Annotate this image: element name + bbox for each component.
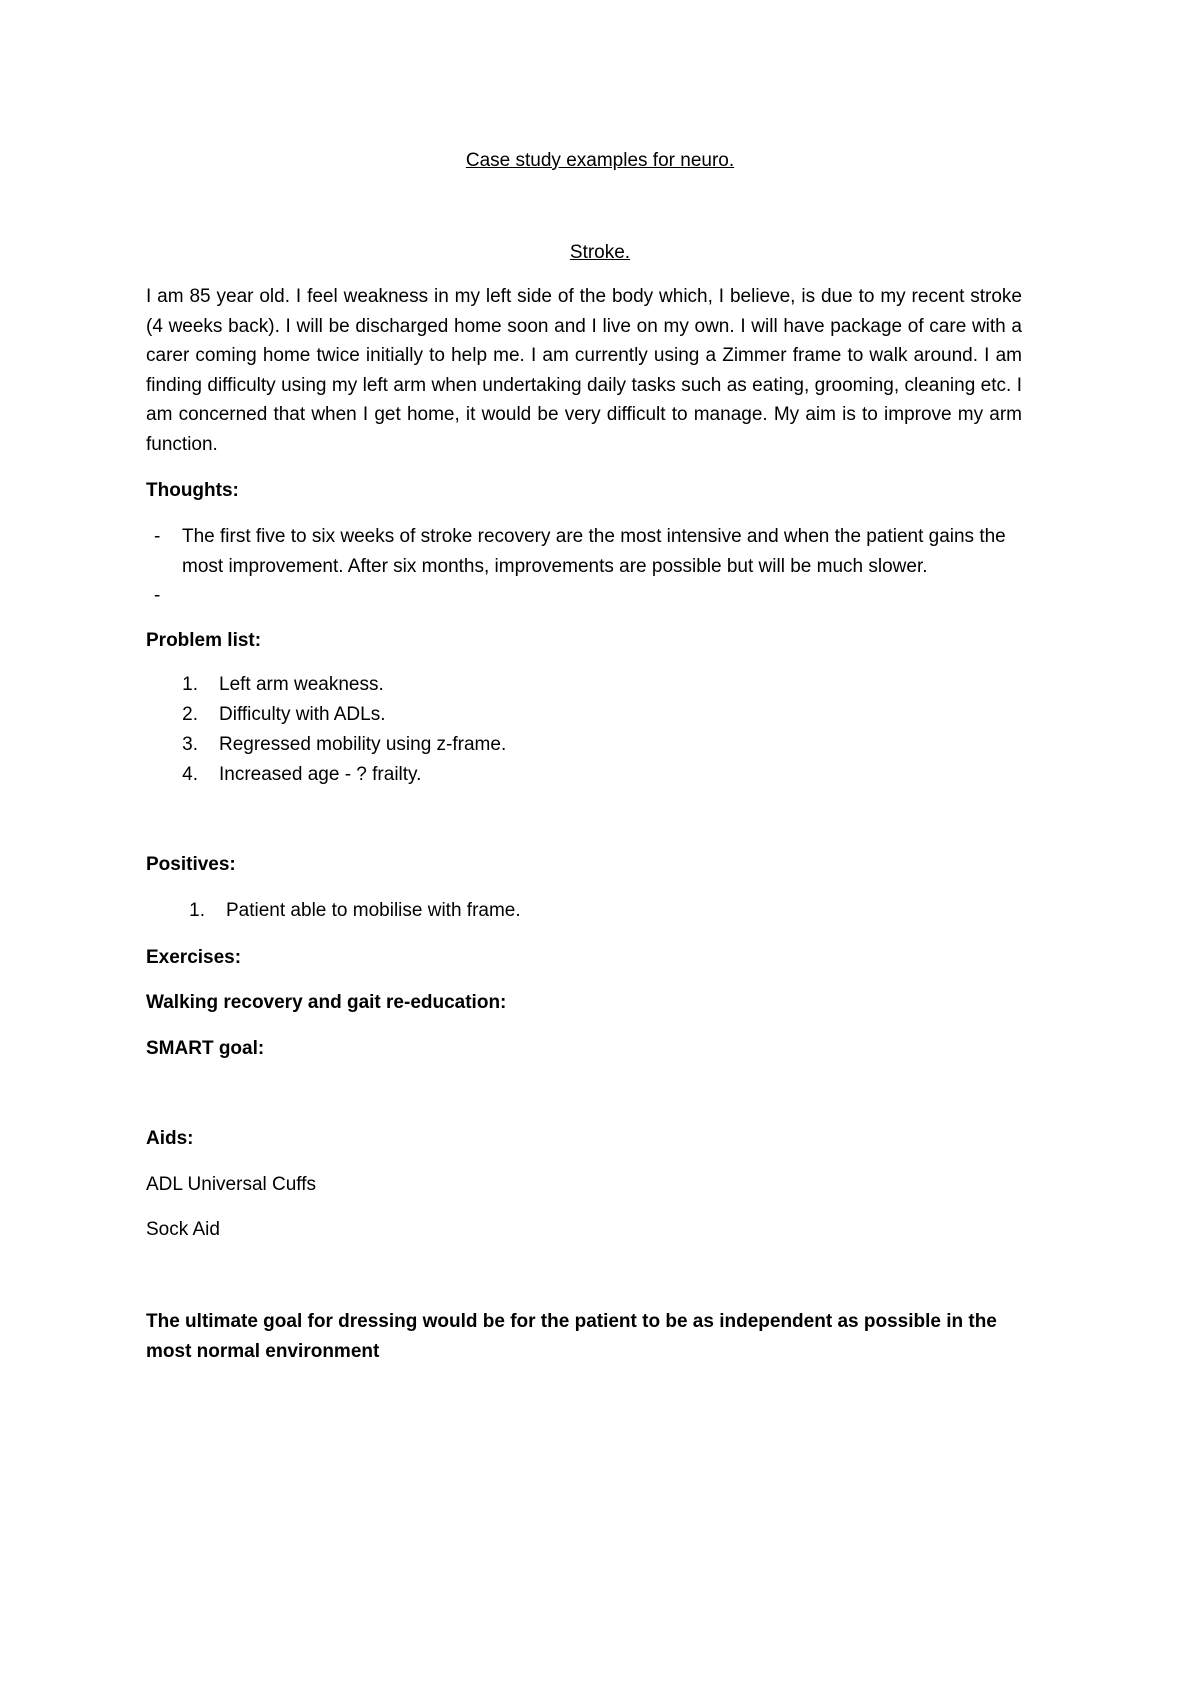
section-title-stroke: Stroke. (569, 242, 631, 263)
problem-item: Left arm weakness. (219, 674, 384, 695)
thought-item: The first five to six weeks of stroke recovery are the most intensive and when the patient gains the most improvement. After six months, improvements are possible but will be much slower. (182, 526, 1006, 577)
bullet-marker: - (154, 585, 161, 606)
list-number: 2. (182, 704, 198, 725)
aids-heading: Aids: (146, 1128, 194, 1149)
aid-item: ADL Universal Cuffs (146, 1174, 317, 1195)
problem-list-heading: Problem list: (146, 630, 262, 651)
list-number: 3. (182, 734, 198, 755)
thoughts-heading: Thoughts: (146, 480, 239, 501)
problem-item: Increased age - ? frailty. (219, 764, 422, 785)
document-title: Case study examples for neuro. (465, 150, 735, 171)
positive-item: Patient able to mobilise with frame. (226, 900, 521, 921)
walking-heading: Walking recovery and gait re-education: (146, 992, 507, 1013)
aid-item: Sock Aid (146, 1219, 220, 1240)
list-number: 1. (189, 900, 205, 921)
problem-item: Difficulty with ADLs. (219, 704, 386, 725)
exercises-heading: Exercises: (146, 947, 242, 968)
smart-goal-heading: SMART goal: (146, 1038, 265, 1059)
problem-item: Regressed mobility using z-frame. (219, 734, 507, 755)
intro-paragraph: I am 85 year old. I feel weakness in my left side of the body which, I believe, is due to my recent stroke (4 weeks back). I will be discharged home soon and I live on my own. I will have package of care with a carer coming home twice initially to help me. I am currently using a Zimmer frame to walk around. I am finding difficulty using my left arm when undertaking daily tasks such as eating, grooming, cleaning etc. I am concerned that when I get home, it would be very difficult to manage. My aim is to improve my arm function. (146, 286, 1022, 455)
conclusion-text: The ultimate goal for dressing would be for the patient to be as independent as possible in the most normal environment (146, 1311, 997, 1362)
bullet-marker: - (154, 526, 161, 547)
positives-heading: Positives: (146, 854, 236, 875)
list-number: 1. (182, 674, 198, 695)
list-number: 4. (182, 764, 198, 785)
